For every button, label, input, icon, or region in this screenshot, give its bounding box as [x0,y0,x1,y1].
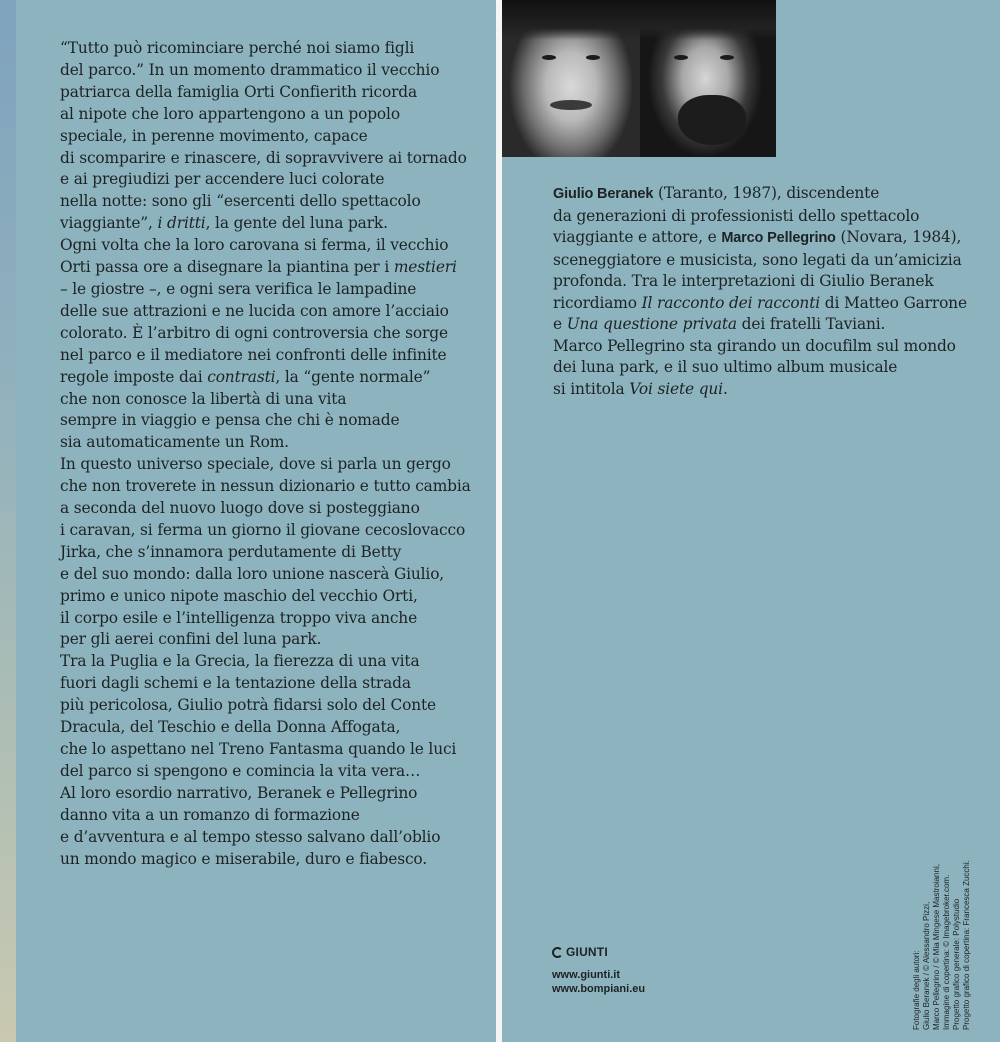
bio-line [553,293,993,315]
blurb-text: , la gente del luna park. [205,214,388,233]
blurb-line: patriarca della famiglia Orti Confierith ricorda [60,82,418,101]
blurb-line: colorato. È l’arbitro di ogni controversia che sorge [60,323,448,342]
italic-term: i dritti [157,214,206,233]
cover-edge-strip [0,0,16,1042]
blurb-line: i caravan, si ferma un giorno il giovane cecoslovacco [60,520,466,539]
portrait-beard [678,95,746,145]
blurb-line [60,257,490,279]
blurb-line: e del suo mondo: dalla loro unione nascerà Giulio, [60,564,445,583]
blurb-line: del parco si spengono e comincia la vita vera… [60,761,421,780]
bio-line: profonda. Tra le interpretazioni di Giulio Beranek [553,272,934,290]
blurb-line: che non conosce la libertà di una vita [60,389,347,408]
italic-term: contrasti [207,367,276,386]
bio-text: si intitola [553,379,630,398]
blurb-line: del parco.” In un momento drammatico il vecchio [60,60,440,79]
portrait-eye [674,55,688,60]
bio-text: . [722,379,728,398]
bio-line [553,314,993,336]
credit-line: Progetto grafico di copertina: Francesca Zucchi. [962,860,971,1030]
blurb-line: In questo universo speciale, dove si parla un gergo [60,455,451,474]
blurb-text: regole imposte dai [60,367,208,386]
publisher-block [552,945,645,996]
giunti-logo [552,945,645,959]
credit-line: Immagine di copertina: © Imagebroker.com. [942,874,951,1030]
bio-line: sceneggiatore e musicista, sono legati da un’amicizia [553,250,962,269]
film-title: Il racconto dei racconti [641,293,820,312]
blurb-line: e d’avventura e al tempo stesso salvano dall’oblio [60,827,441,846]
blurb-line: per gli aerei confini del luna park. [60,630,322,649]
blurb-line: nel parco e il mediatore nei confronti delle infinite [60,345,447,364]
blurb-line: delle sue attrazioni e ne lucida con amore l’acciaio [60,301,449,320]
blurb-line: Ogni volta che la loro carovana si ferma, il vecchio [60,236,449,255]
blurb-line [60,213,490,235]
portrait-eye [720,55,734,60]
portrait-eye [586,55,600,60]
bio-text: viaggiante e attore, e [553,228,722,246]
portrait-hair [502,0,640,40]
blurb-text: viaggiante”, [60,214,158,233]
blurb-line: più pericolosa, Giulio potrà fidarsi solo del Conte [60,696,436,715]
author-name: Marco Pellegrino [721,230,836,246]
blurb-line: e ai pregiudizi per accendere luci colorate [60,170,385,189]
blurb-line: di scomparire e rinascere, di sopravvivere ai tornado [60,148,467,167]
bio-line: Marco Pellegrino sta girando un docufilm sul mondo [553,336,956,355]
italic-term: mestieri [393,258,457,277]
giunti-logo-text: GIUNTI [566,945,608,959]
blurb-line: “Tutto può ricominciare perché noi siamo figli [60,39,415,57]
blurb-line: nella notte: sono gli “esercenti dello spettacolo [60,192,421,211]
book-blurb [60,38,490,870]
bio-line [553,379,993,401]
author-portrait-beranek [502,0,640,157]
blurb-text: Orti passa ore a disegnare la piantina per i [60,258,394,277]
giunti-g-icon [552,947,563,958]
bio-text: ricordiamo [553,293,642,312]
portrait-mustache [550,100,591,110]
blurb-text: , la “gente normale” [275,367,431,386]
credit-line: Giulio Beranek / © Alessandro Pizzi, [922,901,931,1030]
bio-line [553,227,993,250]
authors-bio [553,183,993,400]
portrait-hair [640,0,776,40]
publisher-url-bompiani[interactable]: www.bompiani.eu [552,983,646,995]
credit-line: Fotografie degli autori: [912,950,921,1030]
blurb-line: che lo aspettano nel Treno Fantasma quando le luci [60,740,457,758]
blurb-line: Tra la Puglia e la Grecia, la fierezza di una vita [60,652,420,671]
back-cover-panel [16,0,496,1042]
credit-line: Marco Pellegrino / © Mia Mingese Mastroianni, [932,864,941,1030]
photo-credits [912,860,972,1030]
blurb-line: Al loro esordio narrativo, Beranek e Pellegrino [60,783,418,802]
blurb-line: – le giostre –, e ogni sera verifica le lampadine [60,279,417,298]
bio-text: e [553,315,567,333]
flap-panel [502,0,1000,1042]
publisher-url-giunti[interactable]: www.giunti.it [552,969,621,981]
blurb-line: Jirka, che s’innamora perdutamente di Betty [60,542,402,561]
credit-line: Progetto grafico generale: Polystudio [952,898,961,1030]
blurb-line: danno vita a un romanzo di formazione [60,805,360,824]
blurb-line: che non troverete in nessun dizionario e tutto cambia [60,477,471,496]
blurb-line: sempre in viaggio e pensa che chi è nomade [60,411,400,430]
authors-photo [502,0,776,157]
blurb-line: Dracula, del Teschio e della Donna Affogata, [60,718,401,737]
blurb-line [60,367,490,389]
bio-line: da generazioni di professionisti dello spettacolo [553,206,920,225]
author-name: Giulio Beranek [553,186,654,202]
bio-line: dei luna park, e il suo ultimo album musicale [553,358,898,376]
blurb-line: speciale, in perenne movimento, capace [60,126,368,145]
bio-text: (Novara, 1984), [835,228,962,246]
bio-text: (Taranto, 1987), discendente [653,184,880,202]
bio-line [553,183,993,206]
bio-text: di Matteo Garrone [820,293,967,312]
blurb-line: a seconda del nuovo luogo dove si posteggiano [60,499,420,518]
portrait-eye [542,55,556,60]
blurb-line: un mondo magico e miserabile, duro e fiabesco. [60,849,428,868]
film-title: Una questione privata [566,315,737,333]
blurb-line: fuori dagli schemi e la tentazione della strada [60,674,411,693]
blurb-line: primo e unico nipote maschio del vecchio Orti, [60,586,418,605]
blurb-line: al nipote che loro appartengono a un popolo [60,104,400,123]
blurb-line: sia automaticamente un Rom. [60,433,289,452]
bio-text: dei fratelli Taviani. [736,315,886,333]
blurb-line: il corpo esile e l’intelligenza troppo viva anche [60,608,418,627]
author-portrait-pellegrino [640,0,776,157]
album-title: Voi siete qui [629,379,723,398]
